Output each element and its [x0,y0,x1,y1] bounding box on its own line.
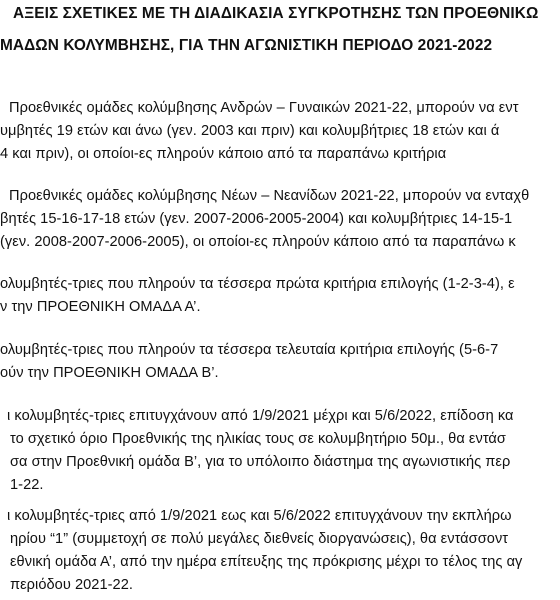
paragraph-5-line-1: ι κολυμβητές-τριες επιτυγχάνουν από 1/9/2021 μέχρι και 5/6/2022, επίδοση κα [7,408,514,424]
paragraph-5-line-2: το σχετικό όριο Προεθνικής της ηλικίας τους σε κολυμβητήριο 50μ., θα εντάσ [10,431,506,447]
paragraph-5-line-3: σα στην Προεθνική ομάδα Β’, για το υπόλοιπο διάστημα της αγωνιστικής περ [10,454,511,470]
paragraph-1-line-2: υμβητές 19 ετών και άνω (γεν. 2003 και πριν) και κολυμβήτριες 18 ετών και ά [0,123,500,139]
document-title-line-2: ΜΑΔΩΝ ΚΟΛΥΜΒΗΣΗΣ, ΓΙΑ ΤΗΝ ΑΓΩΝΙΣΤΙΚΗ ΠΕΡΙΟΔΟ 2021-2022 [0,37,493,54]
paragraph-6-line-4: περιόδου 2021-22. [10,577,133,593]
paragraph-1-line-3: 4 και πριν), οι οποίοι-ες πληρούν κάποιο από τα παραπάνω κριτήρια [0,146,447,162]
document-title-line-1: ΑΞΕΙΣ ΣΧΕΤΙΚΕΣ ΜΕ ΤΗ ΔΙΑΔΙΚΑΣΙΑ ΣΥΓΚΡΟΤΗΣΗΣ ΤΩΝ ΠΡΟΕΘΝΙΚΩ [13,5,539,22]
paragraph-2-line-2: βητές 15-16-17-18 ετών (γεν. 2007-2006-2005-2004) και κολυμβήτριες 14-15-1 [0,211,513,227]
paragraph-3-line-1: ολυμβητές-τριες που πληρούν τα τέσσερα πρώτα κριτήρια επιλογής (1-2-3-4), ε [0,276,515,292]
paragraph-4-line-1: ολυμβητές-τριες που πληρούν τα τέσσερα τελευταία κριτήρια επιλογής (5-6-7 [0,342,499,358]
paragraph-6-line-3: εθνική ομάδα Α’, από την ημέρα επίτευξης της πρόκρισης μέχρι το τέλος της αγ [10,554,523,570]
paragraph-6-line-1: ι κολυμβητές-τριες από 1/9/2021 εως και 5/6/2022 επιτυγχάνουν την εκπλήρω [7,508,512,524]
paragraph-5-line-4: 1-22. [10,477,44,493]
paragraph-6-line-2: ηρίου “1” (συμμετοχή σε πολύ μεγάλες διεθνείς διοργανώσεις), θα εντάσσοντ [10,531,509,547]
paragraph-2-line-1: Προεθνικές ομάδες κολύμβησης Νέων – Νεανίδων 2021-22, μπορούν να ενταχθ [9,188,530,204]
paragraph-1-line-1: Προεθνικές ομάδες κολύμβησης Ανδρών – Γυναικών 2021-22, μπορούν να εντ [9,100,519,116]
paragraph-3-line-2: ν την ΠΡΟΕΘΝΙΚΗ ΟΜΑΔΑ Α’. [0,299,201,315]
paragraph-2-line-3: (γεν. 2008-2007-2006-2005), οι οποίοι-ες πληρούν κάποιο από τα παραπάνω κ [0,234,516,250]
paragraph-4-line-2: ούν την ΠΡΟΕΘΝΙΚΗ ΟΜΑΔΑ Β’. [0,365,219,381]
